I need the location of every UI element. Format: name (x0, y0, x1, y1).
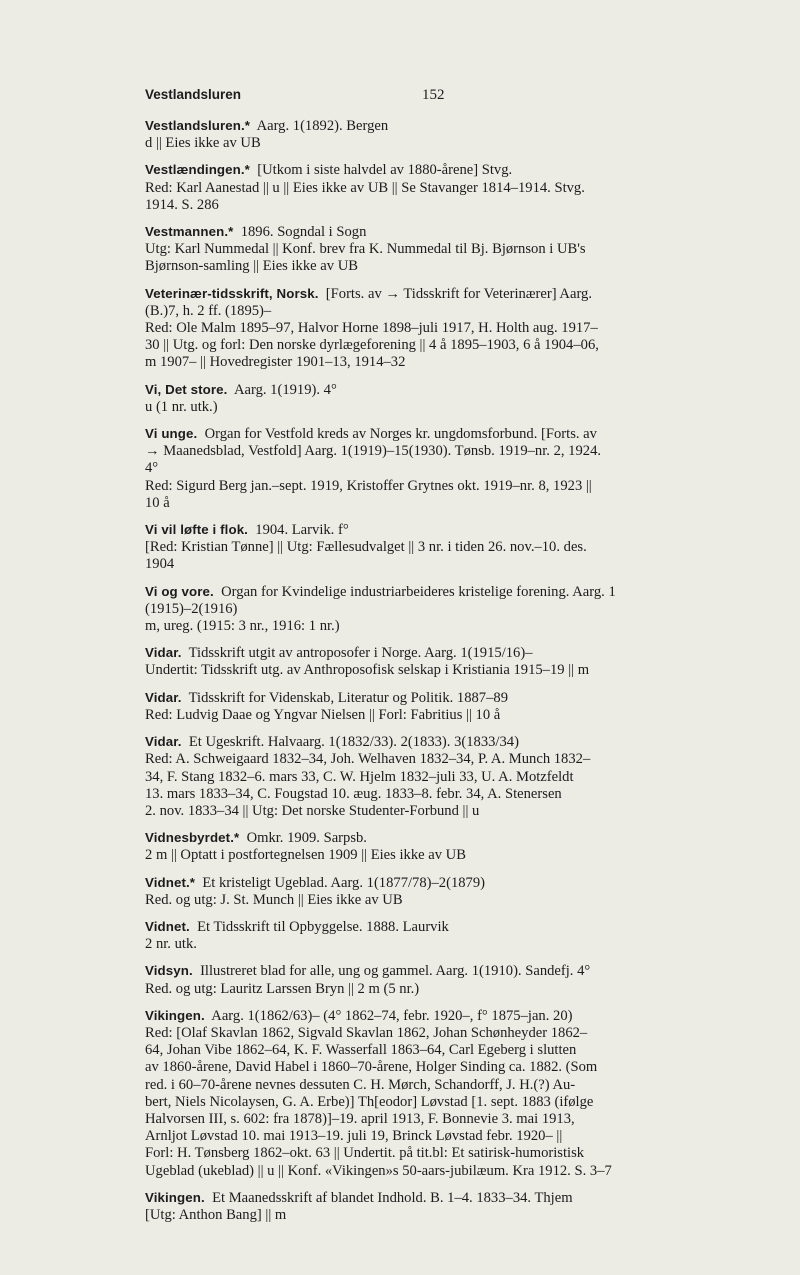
entry-heading (145, 117, 745, 135)
entry-heading (145, 689, 745, 707)
entry-heading (145, 733, 745, 751)
entry (145, 161, 745, 214)
entry-detail-line: m, ureg. (1915: 3 nr., 1916: 1 nr.) (145, 618, 340, 635)
entry-detail-line: Forl: H. Tønsberg 1862–okt. 63 || Undertit. på tit.bl: Et satirisk-humoristisk (145, 1145, 585, 1162)
entry (145, 425, 745, 512)
entry-detail-line: 4° (145, 460, 159, 477)
entry-detail-line: Red: [Olaf Skavlan 1862, Sigvald Skavlan 1862, Johan Schønheyder 1862– (145, 1024, 588, 1041)
entry-description: [Forts. av → Tidsskrift for Veterinærer] Aarg. (325, 285, 592, 302)
entry-description: Illustreret blad for alle, ung og gammel. Aarg. 1(1910). Sandefj. 4° (200, 963, 591, 980)
entry-description: Et Tidsskrift til Opbyggelse. 1888. Laurvik (197, 918, 449, 935)
entry-heading (145, 521, 745, 539)
entry (145, 962, 745, 997)
entry-keyword: Vidar. (145, 689, 182, 705)
entry-detail-line: Red: Sigurd Berg jan.–sept. 1919, Kristoffer Grytnes okt. 1919–nr. 8, 1923 || (145, 477, 592, 494)
entry-heading (145, 285, 745, 303)
entry-description: Aarg. 1(1862/63)– (4° 1862–74, febr. 1920–, f° 1875–jan. 20) (211, 1007, 573, 1024)
entry (145, 829, 745, 864)
entry-detail-line: 34, F. Stang 1832–6. mars 33, C. W. Hjelm 1832–juli 33, U. A. Motzfeldt (145, 768, 574, 785)
entry-detail-line: (B.)7, h. 2 ff. (1895)– (145, 302, 272, 319)
entry-description: [Utkom i siste halvdel av 1880-årene] Stvg. (257, 162, 513, 179)
entry-detail-line: [Utg: Anthon Bang] || m (145, 1206, 287, 1223)
entry-heading (145, 583, 745, 601)
entry-description: Tidsskrift for Videnskab, Literatur og Politik. 1887–89 (188, 689, 508, 706)
entry (145, 1007, 745, 1180)
entry-keyword: Vestlandsluren.* (145, 118, 251, 133)
entry-keyword: Vi vil løfte i flok. (145, 522, 248, 538)
page-header (145, 86, 665, 104)
entry-heading (145, 1189, 745, 1207)
entry-detail-line: Undertit: Tidsskrift utg. av Anthroposofisk selskap i Kristiania 1915–19 || m (145, 662, 590, 679)
entry-description: Aarg. 1(1892). Bergen (256, 118, 389, 134)
entry-description: Tidsskrift utgit av antroposofer i Norge. Aarg. 1(1915/16)– (188, 645, 533, 662)
entry-heading (145, 381, 745, 399)
entry-detail-line: 1914. S. 286 (145, 196, 219, 213)
entry-detail-line: Red: Karl Aanestad || u || Eies ikke av UB || Se Stavanger 1814–1914. Stvg. (145, 179, 585, 196)
entry-heading (145, 1007, 745, 1025)
entry-keyword: Vidnet. (145, 918, 190, 934)
entry-description: Aarg. 1(1919). 4° (233, 381, 337, 398)
entry-detail-line: red. i 60–70-årene nevnes dessuten C. H. Mørch, Schandorff, J. H.(?) Au- (145, 1076, 576, 1093)
entry (145, 644, 745, 679)
entry (145, 1189, 745, 1224)
entry-keyword: Vidar. (145, 734, 182, 750)
entry-detail-line: 13. mars 1833–34, C. Fougstad 10. æug. 1833–8. febr. 34, A. Stenersen (145, 785, 562, 802)
entry-detail-line: 2. nov. 1833–34 || Utg: Det norske Studenter-Forbund || u (145, 802, 480, 819)
entry-detail-line: 10 å (145, 494, 170, 511)
entry-heading (145, 161, 745, 179)
entry-detail-line: d || Eies ikke av UB (145, 135, 261, 152)
entry-heading (145, 644, 745, 662)
entry-detail-line: [Red: Kristian Tønne] || Utg: Fællesudvalget || 3 nr. i tiden 26. nov.–10. des. (145, 539, 587, 556)
page-number: 152 (422, 87, 445, 103)
entry-keyword: Vidnesbyrdet.* (145, 830, 240, 846)
entry-detail-line: Red: Ole Malm 1895–97, Halvor Horne 1898–juli 1917, H. Holth aug. 1917– (145, 320, 598, 337)
entry-detail-line: Halvorsen III, s. 602: fra 1878)]–19. april 1913, F. Bonnevie 3. mai 1913, (145, 1110, 575, 1127)
entry-description: Organ for Kvindelige industriarbeideres kristelige forening. Aarg. 1 (221, 583, 616, 600)
entry-heading (145, 829, 745, 847)
entry-detail-line: av 1860-årene, David Habel i 1860–70-årene, Holger Sinding ca. 1882. (Som (145, 1059, 598, 1076)
entry (145, 117, 745, 152)
entry-keyword: Veterinær-tidsskrift, Norsk. (145, 285, 319, 301)
entry-detail-line: Ugeblad (ukeblad) || u || Konf. «Vikingen»s 50-aars-jubilæum. Kra 1912. S. 3–7 (145, 1162, 612, 1179)
entry (145, 733, 745, 820)
entry-heading (145, 918, 745, 936)
entry-keyword: Vi unge. (145, 426, 198, 442)
entry (145, 223, 745, 276)
entry-keyword: Vestlændingen.* (145, 162, 250, 178)
entry (145, 583, 745, 636)
entry-detail-line: Bjørnson-samling || Eies ikke av UB (145, 258, 358, 275)
entry-detail-line: 1904 (145, 556, 175, 573)
entry-description: Organ for Vestfold kreds av Norges kr. ungdomsforbund. [Forts. av (204, 426, 597, 443)
entry-keyword: Vidsyn. (145, 963, 193, 979)
entry-heading (145, 223, 745, 241)
entry-heading (145, 874, 745, 892)
entry-description: Et Maanedsskrift af blandet Indhold. B. 1–4. 1833–34. Thjem (212, 1189, 573, 1206)
entry-keyword: Vikingen. (145, 1007, 205, 1023)
entry-description: 1896. Sogndal i Sogn (240, 224, 367, 241)
entry-keyword: Vidar. (145, 645, 182, 661)
entry-detail-line: Red: A. Schweigaard 1832–34, Joh. Welhaven 1832–34, P. A. Munch 1832– (145, 751, 591, 768)
entry (145, 874, 745, 909)
entry-detail-line: 64, Johan Vibe 1862–64, K. F. Wasserfall 1863–64, Carl Egeberg i slutten (145, 1042, 577, 1059)
entry-detail-line: Utg: Karl Nummedal || Konf. brev fra K. Nummedal til Bj. Bjørnson i UB's (145, 241, 586, 258)
entry-detail-line: 30 || Utg. og forl: Den norske dyrlægeforening || 4 å 1895–1903, 6 å 1904–06, (145, 337, 599, 354)
entry-description: Omkr. 1909. Sarpsb. (246, 830, 367, 847)
entry (145, 918, 745, 953)
entry-description: Et kristeligt Ugeblad. Aarg. 1(1877/78)–2(1879) (202, 874, 485, 891)
entry-detail-line: 2 nr. utk. (145, 936, 197, 953)
entry-detail-line: bert, Niels Nicolaysen, G. A. Erbe)] Th[eodor] Løvstad [1. sept. 1883 (ifølge (145, 1093, 594, 1110)
entry-detail-line: u (1 nr. utk.) (145, 398, 218, 415)
entry-detail-line: Red. og utg: Lauritz Larssen Bryn || 2 m (5 nr.) (145, 980, 420, 997)
entry-detail-line: (1915)–2(1916) (145, 600, 238, 617)
entry (145, 521, 745, 574)
entry (145, 285, 745, 372)
entry-keyword: Vi og vore. (145, 583, 214, 599)
entry-keyword: Vidnet.* (145, 874, 196, 890)
entry-detail-line: Red. og utg: J. St. Munch || Eies ikke av UB (145, 891, 403, 908)
entry-heading (145, 962, 745, 980)
entry-keyword: Vi, Det store. (145, 381, 228, 397)
entry-description: Et Ugeskrift. Halvaarg. 1(1832/33). 2(1833). 3(1833/34) (188, 734, 519, 751)
entry-keyword: Vestmannen.* (145, 224, 234, 240)
entry (145, 381, 745, 416)
running-title: Vestlandsluren (145, 87, 242, 102)
entry (145, 689, 745, 724)
entry-detail-line: Red: Ludvig Daae og Yngvar Nielsen || Forl: Fabritius || 10 å (145, 706, 501, 723)
entry-detail-line: → Maanedsblad, Vestfold] Aarg. 1(1919)–15(1930). Tønsb. 1919–nr. 2, 1924. (145, 443, 602, 460)
entry-heading (145, 425, 745, 443)
entry-detail-line: Arnljot Løvstad 10. mai 1913–19. juli 19, Brinck Løvstad febr. 1920– || (145, 1128, 563, 1145)
entry-detail-line: m 1907– || Hovedregister 1901–13, 1914–32 (145, 354, 406, 371)
entry-keyword: Vikingen. (145, 1189, 205, 1205)
entry-description: 1904. Larvik. f° (255, 522, 349, 539)
entries-list (145, 117, 745, 1233)
entry-detail-line: 2 m || Optatt i postfortegnelsen 1909 || Eies ikke av UB (145, 847, 466, 864)
